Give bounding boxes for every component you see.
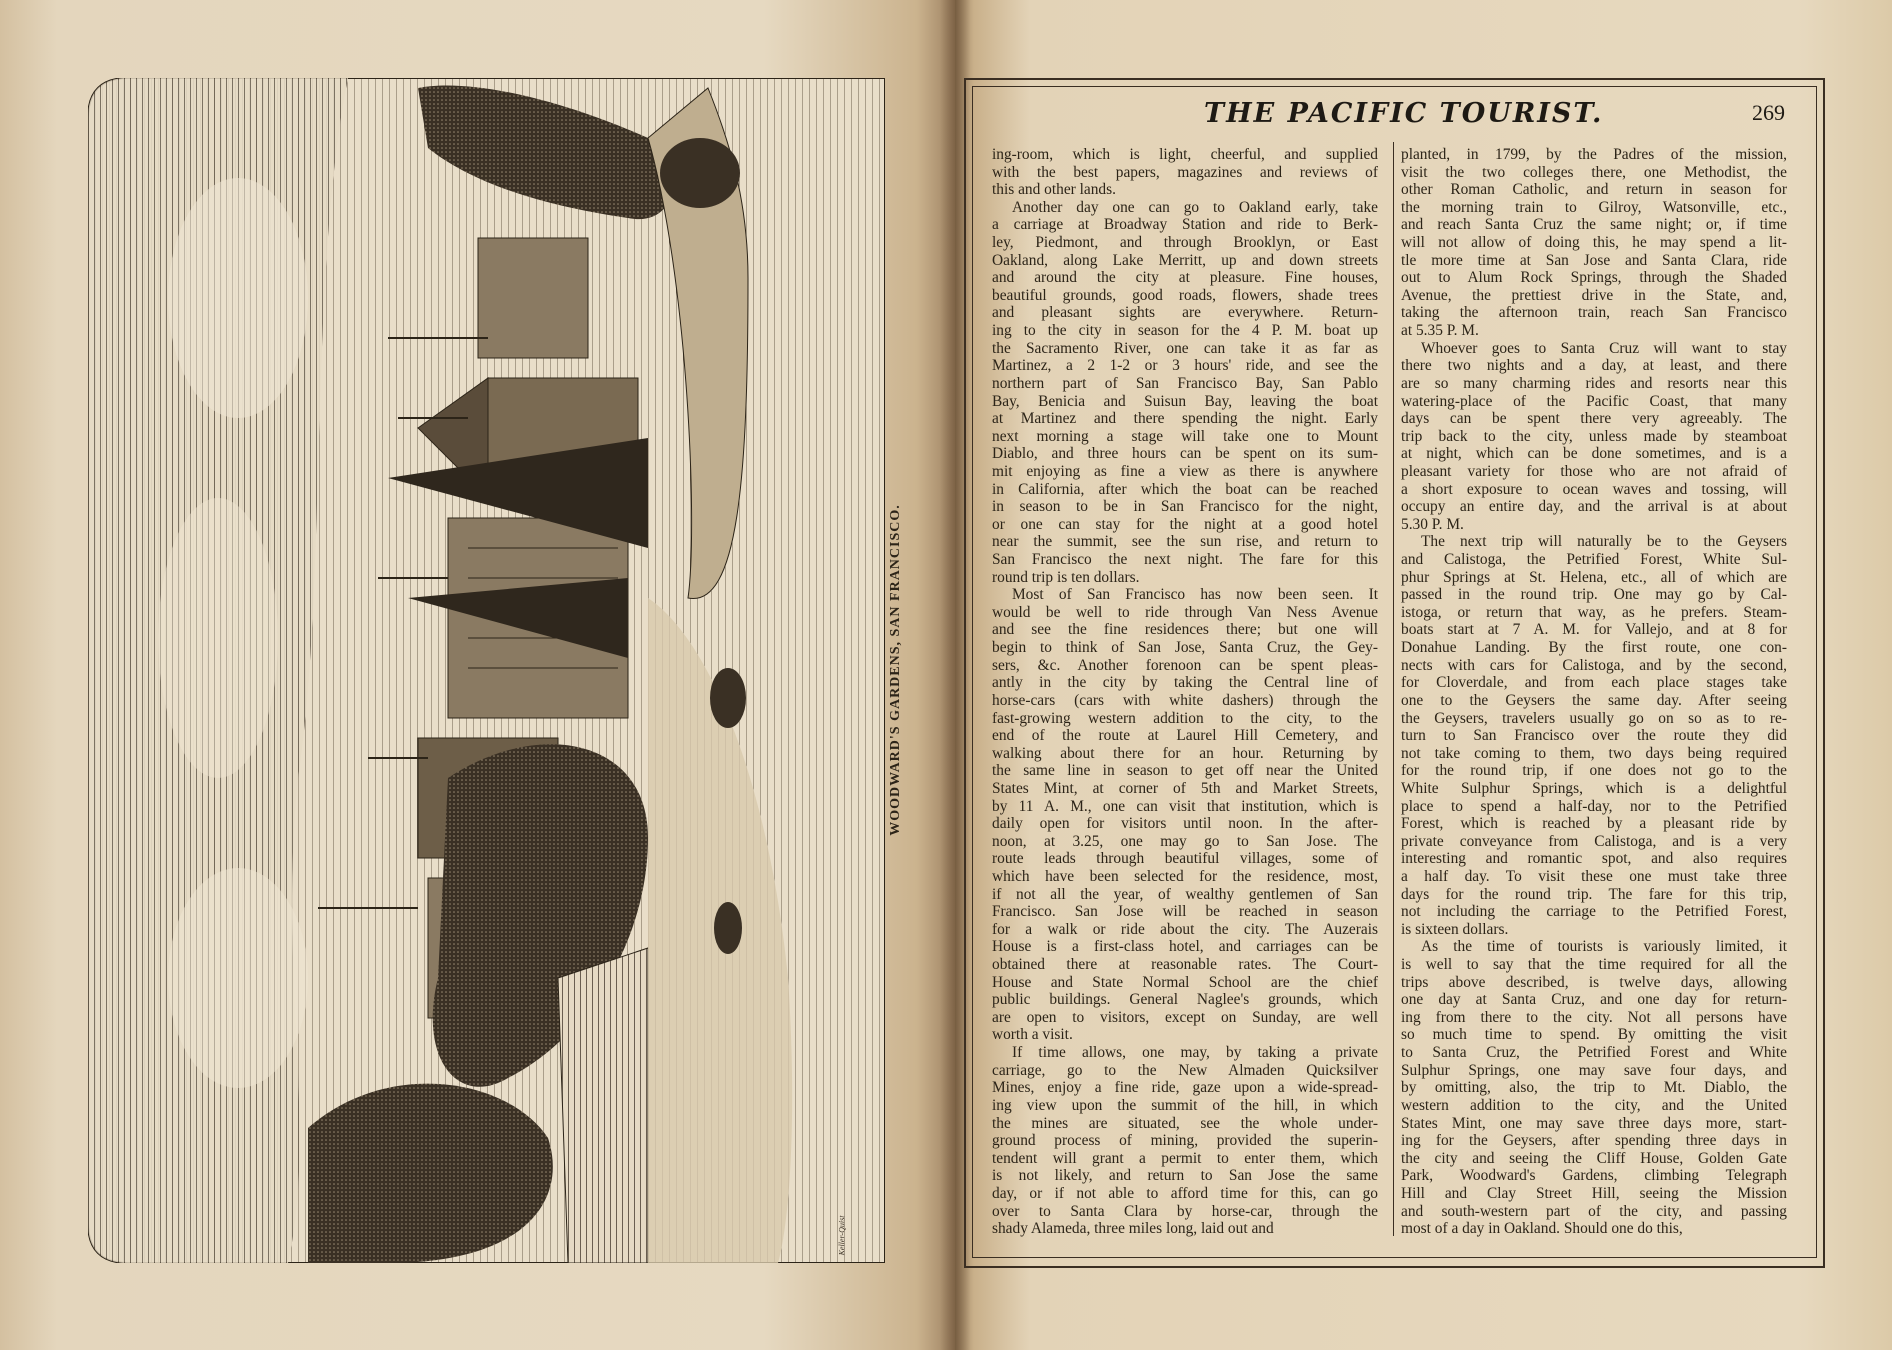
text-line: ley, Piedmont, and through Brooklyn, or East [992,234,1378,252]
text-line: will not allow of doing this, he may spend a lit- [1401,234,1787,252]
text-line: are open to visitors, except on Sunday, are well [992,1008,1378,1026]
text-line: Most of San Francisco has now been seen. It [1012,586,1378,604]
text-line: route leads through beautiful villages, some of [992,850,1378,868]
text-line: in California, after which the boat can be reached [992,480,1378,498]
text-line: to Santa Cruz, the Petrified Forest and White [1401,1044,1787,1062]
text-line: Martinez, a 2 1-2 or 3 hours' ride, and see the [992,357,1378,375]
text-line: Francisco. San Jose will be reached in season [992,903,1378,921]
text-line: Whoever goes to Santa Cruz will want to stay [1421,339,1787,357]
text-line: worth a visit. [992,1026,1073,1044]
text-line: Sulphur Springs, one may save four days, and [1401,1061,1787,1079]
text-line: begin to think of San Jose, Santa Cruz, the Gey- [992,639,1378,657]
text-line: Avenue, the prettiest drive in the State, and, [1401,286,1787,304]
text-line: the mines are situated, see the whole under- [992,1114,1378,1132]
text-line: Park, Woodward's Gardens, climbing Telegraph [1401,1167,1787,1185]
text-line: visit the two colleges there, one Methodist, the [1401,163,1787,181]
text-line: ing for the Geysers, after spending three days in [1401,1132,1787,1150]
text-line: the city and seeing the Cliff House, Golden Gate [1401,1149,1787,1167]
text-line: in season to be in San Francisco for the night, [992,498,1378,516]
text-line: and around the city at pleasure. Fine houses, [992,269,1378,287]
text-line: shady Alameda, three miles long, laid out and [992,1220,1274,1238]
text-line: interesting and romantic spot, and also requires [1401,850,1787,868]
text-line: passed in the round trip. One may go by Cal- [1401,586,1787,604]
text-line: so much time to spend. By omitting the visit [1401,1026,1787,1044]
text-line: Another day one can go to Oakland early, take [1012,198,1378,216]
text-line: carriage, go to the New Almaden Quicksilver [992,1061,1378,1079]
engraving-caption: WOODWARD'S GARDENS, SAN FRANCISCO. [888,504,904,836]
text-line: horse-cars (cars with white dashers) through the [992,691,1378,709]
text-line: is not likely, and return to San Jose the same [992,1167,1378,1185]
page-header [974,96,1793,136]
text-line: the morning train to Gilroy, Watsonville, etc., [1401,198,1787,216]
text-line: day, or if not able to afford time for this, can go [992,1184,1378,1202]
text-line: for the round trip, if one does not go to the [1401,762,1787,780]
text-line: Forest, which is reached by a pleasant ride by [1401,815,1787,833]
text-line: next morning a stage will take one to Mount [992,427,1378,445]
text-line: by 11 A. M., one can visit that institution, which is [992,797,1378,815]
text-line: fast-growing western addition to the city, to the [992,709,1378,727]
text-line: If time allows, one may, by taking a private [1012,1044,1378,1062]
text-line: private conveyance from Calistoga, and is a very [1401,832,1787,850]
text-line: walking about there for an hour. Returning by [992,744,1378,762]
text-column-left [992,146,1378,1238]
text-line: not take coming to them, two days being required [1401,744,1787,762]
text-line: The next trip will naturally be to the Geysers [1421,533,1787,551]
text-line: taking the afternoon train, reach San Francisco [1401,304,1787,322]
text-line: at 5.35 P. M. [1401,322,1479,340]
text-line: one day at Santa Cruz, and one day for return- [1401,991,1787,1009]
text-line: Diablo, and three hours can be spent on its sum- [992,445,1378,463]
text-line: Oakland, along Lake Merritt, up and down streets [992,251,1378,269]
text-line: and pleasant sights are everywhere. Return- [992,304,1378,322]
text-line: one to the Geysers the same day. After seeing [1401,691,1787,709]
text-line: and see the fine residences there; but one will [992,621,1378,639]
text-line: occupy an entire day, and the arrival is at about [1401,498,1787,516]
text-line: days can be spent there very agreeably. The [1401,410,1787,428]
text-line: ing view upon the summit of the hill, in which [992,1096,1378,1114]
text-line: mit enjoying as fine a view as there is anywhere [992,462,1378,480]
text-line: if not all the year, of wealthy gentlemen of San [992,885,1378,903]
text-line: trips above described, is twelve days, allowing [1401,973,1787,991]
text-line: watering-place of the Pacific Coast, that many [1401,392,1787,410]
text-line: White Sulphur Springs, which is a delightful [1401,779,1787,797]
text-line: northern part of San Francisco Bay, San Pablo [992,374,1378,392]
text-line: Donahue Landing. By the first route, one con- [1401,639,1787,657]
text-line: ing-room, which is light, cheerful, and supplied [992,146,1378,163]
text-line: obtained there at reasonable rates. The Court- [992,956,1378,974]
text-line: which have been selected for the residence, most, [992,867,1378,885]
text-line: out to Alum Rock Springs, through the Shaded [1401,269,1787,287]
text-line: and south-western part of the city, and passing [1401,1202,1787,1220]
text-line: a carriage at Broadway Station and ride to Berk- [992,216,1378,234]
text-line: is well to say that the time required for all the [1401,956,1787,974]
text-line: for a walk or ride about the city. The Auzerais [992,920,1378,938]
text-line: pleasant variety for those who are not afraid of [1401,462,1787,480]
text-column-right [1401,146,1787,1238]
text-line: sers, &c. Another forenoon can be spent pleas- [992,656,1378,674]
text-line: this and other lands. [992,181,1116,199]
text-line: the Geysers, travelers usually go on so as to re- [1401,709,1787,727]
text-line: tle more time at San Jose and Santa Clara, ride [1401,251,1787,269]
text-line: turn to San Francisco over the route they did [1401,727,1787,745]
text-line: planted, in 1799, by the Padres of the mission, [1401,146,1787,163]
text-line: days for the round trip. The fare for this trip, [1401,885,1787,903]
text-line: a short exposure to ocean waves and tossing, will [1401,480,1787,498]
text-line: by omitting, also, the trip to Mt. Diablo, the [1401,1079,1787,1097]
text-line: ing to the city in season for the 4 P. M. boat up [992,322,1378,340]
text-line: are so many charming rides and resorts near this [1401,374,1787,392]
column-rule [1393,142,1394,1236]
text-line: antly in the city by taking the Central line of [992,674,1378,692]
text-line: Bay, Benicia and Suisun Bay, leaving the boat [992,392,1378,410]
page-number: 269 [1752,100,1785,125]
text-line: ing from there to the city. Not all persons have [1401,1008,1787,1026]
artist-signature: Keller-Quist [837,1215,847,1255]
text-line: phur Springs at St. Helena, etc., all of which are [1401,568,1787,586]
text-line: near the summit, see the sun rise, and return to [992,533,1378,551]
text-line: would be well to ride through Van Ness Avenue [992,603,1378,621]
text-line: public buildings. General Naglee's grounds, which [992,991,1378,1009]
text-line: and Calistoga, the Petrified Forest, White Sul- [1401,551,1787,569]
text-line: end of the route at Laurel Hill Cemetery, and [992,727,1378,745]
text-line: ground process of mining, provided the superin- [992,1132,1378,1150]
text-line: not including the carriage to the Petrified Forest, [1401,903,1787,921]
text-line: istoga, or return that way, as he prefers. Steam- [1401,603,1787,621]
text-line: round trip is ten dollars. [992,568,1140,586]
text-line: States Mint, at corner of 5th and Market Streets, [992,779,1378,797]
text-line: House is a first-class hotel, and carriages can be [992,938,1378,956]
text-line: noon, at 3.25, one may go to San Jose. The [992,832,1378,850]
text-line: there two nights and a day, at least, and there [1401,357,1787,375]
text-line: tendent will grant a permit to enter them, which [992,1149,1378,1167]
text-line: San Francisco the next night. The fare for this [992,551,1378,569]
text-line: the same line in season to get off near the United [992,762,1378,780]
text-line: a half day. To visit these one must take three [1401,867,1787,885]
text-line: other Roman Catholic, and return in season for [1401,181,1787,199]
text-line: trip back to the city, unless made by steamboat [1401,427,1787,445]
running-title: THE PACIFIC TOURIST. [1204,98,1604,129]
text-line: and reach Santa Cruz the same night; or, if time [1401,216,1787,234]
engraving-woodwards-gardens [88,78,885,1263]
text-line: nects with cars for Calistoga, and by the second, [1401,656,1787,674]
text-line: western addition to the city, and the United [1401,1096,1787,1114]
text-line: or one can stay for the night at a good hotel [992,515,1378,533]
text-line: beautiful grounds, good roads, flowers, shade trees [992,286,1378,304]
text-line: most of a day in Oakland. Should one do this, [1401,1220,1683,1238]
text-line: States Mint, one may save three days more, start- [1401,1114,1787,1132]
text-line: place to spend a half-day, nor to the Petrified [1401,797,1787,815]
text-line: Mines, enjoy a fine ride, gaze upon a wide-spread- [992,1079,1378,1097]
text-line: boats start at 7 A. M. for Vallejo, and at 8 for [1401,621,1787,639]
text-line: is sixteen dollars. [1401,920,1509,938]
text-line: the Sacramento River, one can take it as far as [992,339,1378,357]
text-line: House and State Normal School are the chief [992,973,1378,991]
text-line: at night, which can be done sometimes, and is a [1401,445,1787,463]
text-line: with the best papers, magazines and reviews of [992,163,1378,181]
text-line: for Cloverdale, and from each place stages take [1401,674,1787,692]
text-line: Hill and Clay Street Hill, seeing the Mission [1401,1184,1787,1202]
text-line: daily open for visitors until noon. In the after- [992,815,1378,833]
text-line: 5.30 P. M. [1401,515,1464,533]
text-line: As the time of tourists is variously limited, it [1421,938,1787,956]
text-line: over to Santa Clara by horse-car, through the [992,1202,1378,1220]
text-line: at Martinez and there spending the night. Early [992,410,1378,428]
